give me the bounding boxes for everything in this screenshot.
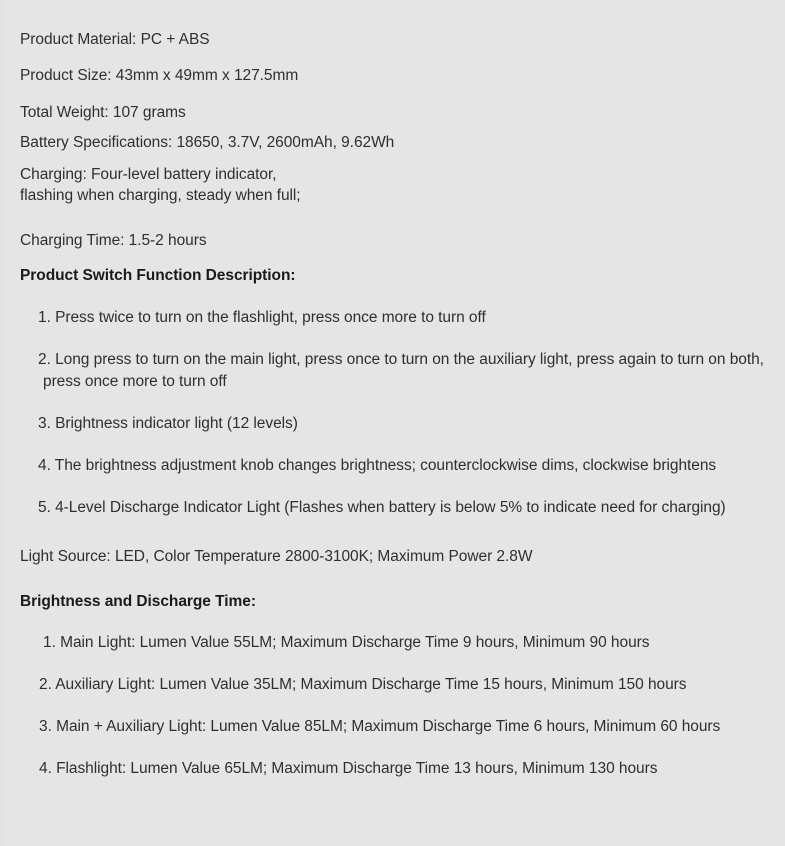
switch-function-list <box>20 307 765 519</box>
spec-total-weight: Total Weight: 107 grams <box>20 103 186 121</box>
list-item: 5. 4-Level Discharge Indicator Light (Flashes when battery is below 5% to indicate need for charging) <box>38 499 726 517</box>
spec-product-material: Product Material: PC + ABS <box>20 31 210 48</box>
spec-charging-time: Charging Time: 1.5-2 hours <box>20 231 207 249</box>
spec-charging-line-2: flashing when charging, steady when full; <box>20 187 301 205</box>
list-item: 4. Flashlight: Lumen Value 65LM; Maximum Discharge Time 13 hours, Minimum 130 hours <box>39 760 658 778</box>
spec-light-source: Light Source: LED, Color Temperature 2800-3100K; Maximum Power 2.8W <box>20 548 533 566</box>
list-item: 2. Auxiliary Light: Lumen Value 35LM; Maximum Discharge Time 15 hours, Minimum 150 hours <box>39 676 687 694</box>
list-item: 3. Brightness indicator light (12 levels) <box>38 415 298 433</box>
list-item: 1. Press twice to turn on the flashlight, press once more to turn off <box>38 309 486 327</box>
spec-charging <box>20 164 765 207</box>
heading-brightness-discharge-time: Brightness and Discharge Time: <box>20 593 256 611</box>
list-item: 2. Long press to turn on the main light, press once to turn on the auxiliary light, press again to turn on both, press once more to turn off <box>38 351 764 391</box>
list-item: 1. Main Light: Lumen Value 55LM; Maximum Discharge Time 9 hours, Minimum 90 hours <box>43 634 650 652</box>
list-item: 4. The brightness adjustment knob changes brightness; counterclockwise dims, clockwise brightens <box>38 457 717 475</box>
spec-charging-line-1: Charging: Four-level battery indicator, <box>20 165 277 183</box>
heading-product-switch-function: Product Switch Function Description: <box>20 267 296 285</box>
brightness-discharge-list <box>20 632 765 780</box>
section-spacer <box>20 537 765 547</box>
list-item: 3. Main + Auxiliary Light: Lumen Value 85LM; Maximum Discharge Time 6 hours, Minimum 60 hours <box>39 718 721 736</box>
spec-product-size: Product Size: 43mm x 49mm x 127.5mm <box>20 67 299 85</box>
spec-battery-specifications: Battery Specifications: 18650, 3.7V, 2600mAh, 9.62Wh <box>20 134 395 152</box>
